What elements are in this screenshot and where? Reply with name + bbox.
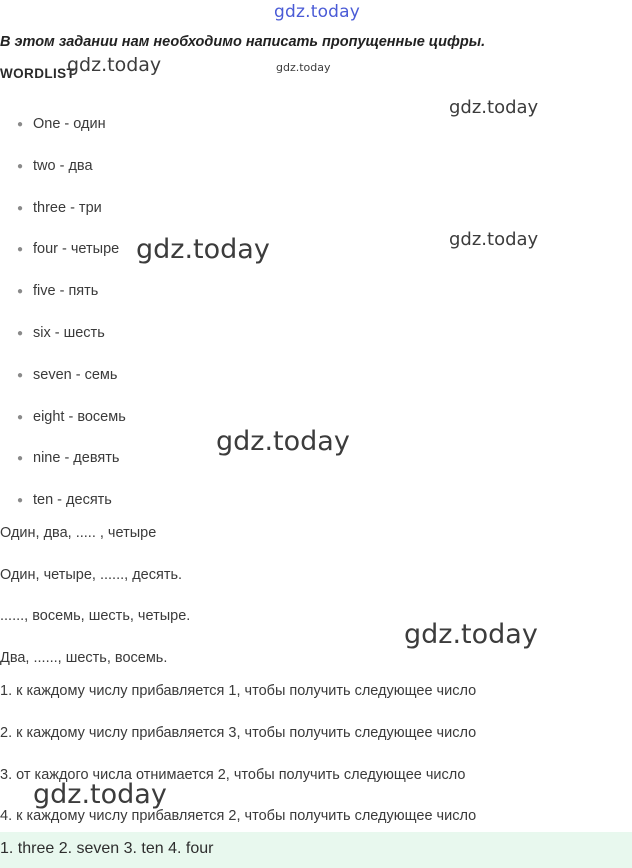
- bullet-icon: ●: [17, 119, 24, 130]
- sequence-line: Один, два, ..... , четыре: [0, 525, 157, 541]
- list-item-text: seven - семь: [33, 366, 118, 383]
- list-item-text: three - три: [33, 199, 102, 216]
- list-item-text: five - пять: [33, 283, 99, 300]
- list-item: [0, 438, 126, 480]
- watermark: gdz.today: [33, 779, 167, 810]
- list-item: [0, 480, 126, 522]
- sequence-line: ......, восемь, шесть, четыре.: [0, 608, 191, 624]
- list-item: [0, 229, 126, 271]
- bullet-icon: ●: [17, 411, 24, 423]
- list-item-text: nine - девять: [33, 450, 120, 467]
- list-item-text: four - четыре: [33, 241, 120, 258]
- list-item-text: One - один: [33, 116, 106, 132]
- list-item: [0, 313, 126, 355]
- list-item: [0, 104, 126, 146]
- bullet-icon: ●: [17, 369, 24, 381]
- rule-line: 2. к каждому числу прибавляется 3, чтобы получить следующее число: [0, 725, 477, 741]
- rule-line: 3. от каждого числа отнимается 2, чтобы получить следующее число: [0, 767, 466, 783]
- rule-line: 4. к каждому числу прибавляется 2, чтобы получить следующее число: [0, 808, 477, 824]
- list-item-text: two - два: [33, 157, 93, 174]
- wordlist: [0, 104, 126, 522]
- watermark: gdz.today: [449, 229, 539, 250]
- rule-line: 1. к каждому числу прибавляется 1, чтобы получить следующее число: [0, 683, 477, 699]
- list-item: [0, 397, 126, 439]
- answer-text: 1. three 2. seven 3. ten 4. four: [0, 840, 214, 857]
- watermark: gdz.today: [449, 97, 539, 118]
- watermark: gdz.today: [136, 234, 270, 265]
- bullet-icon: ●: [17, 453, 24, 465]
- watermark: gdz.today: [404, 619, 538, 650]
- bullet-icon: ●: [17, 327, 24, 339]
- answer-box: [0, 832, 632, 868]
- site-logo[interactable]: gdz.today: [274, 2, 361, 22]
- task-intro: В этом задании нам необходимо написать пропущенные цифры.: [0, 34, 486, 50]
- bullet-icon: ●: [17, 244, 24, 256]
- bullet-icon: ●: [17, 495, 24, 507]
- bullet-icon: ●: [17, 160, 24, 172]
- wordlist-title: WORDLIST: [0, 66, 76, 81]
- sequence-line: Один, четыре, ......, десять.: [0, 567, 183, 583]
- watermark: gdz.today: [67, 54, 162, 76]
- list-item: [0, 146, 126, 188]
- watermark: gdz.today: [216, 426, 350, 457]
- sequence-line: Два, ......, шесть, восемь.: [0, 650, 168, 666]
- watermark: gdz.today: [276, 61, 331, 74]
- list-item-text: six - шесть: [33, 324, 105, 341]
- list-item: [0, 188, 126, 230]
- list-item: [0, 355, 126, 397]
- bullet-icon: ●: [17, 286, 24, 298]
- list-item-text: eight - восемь: [33, 408, 126, 425]
- list-item: [0, 271, 126, 313]
- list-item-text: ten - десять: [33, 492, 112, 509]
- bullet-icon: ●: [17, 202, 24, 214]
